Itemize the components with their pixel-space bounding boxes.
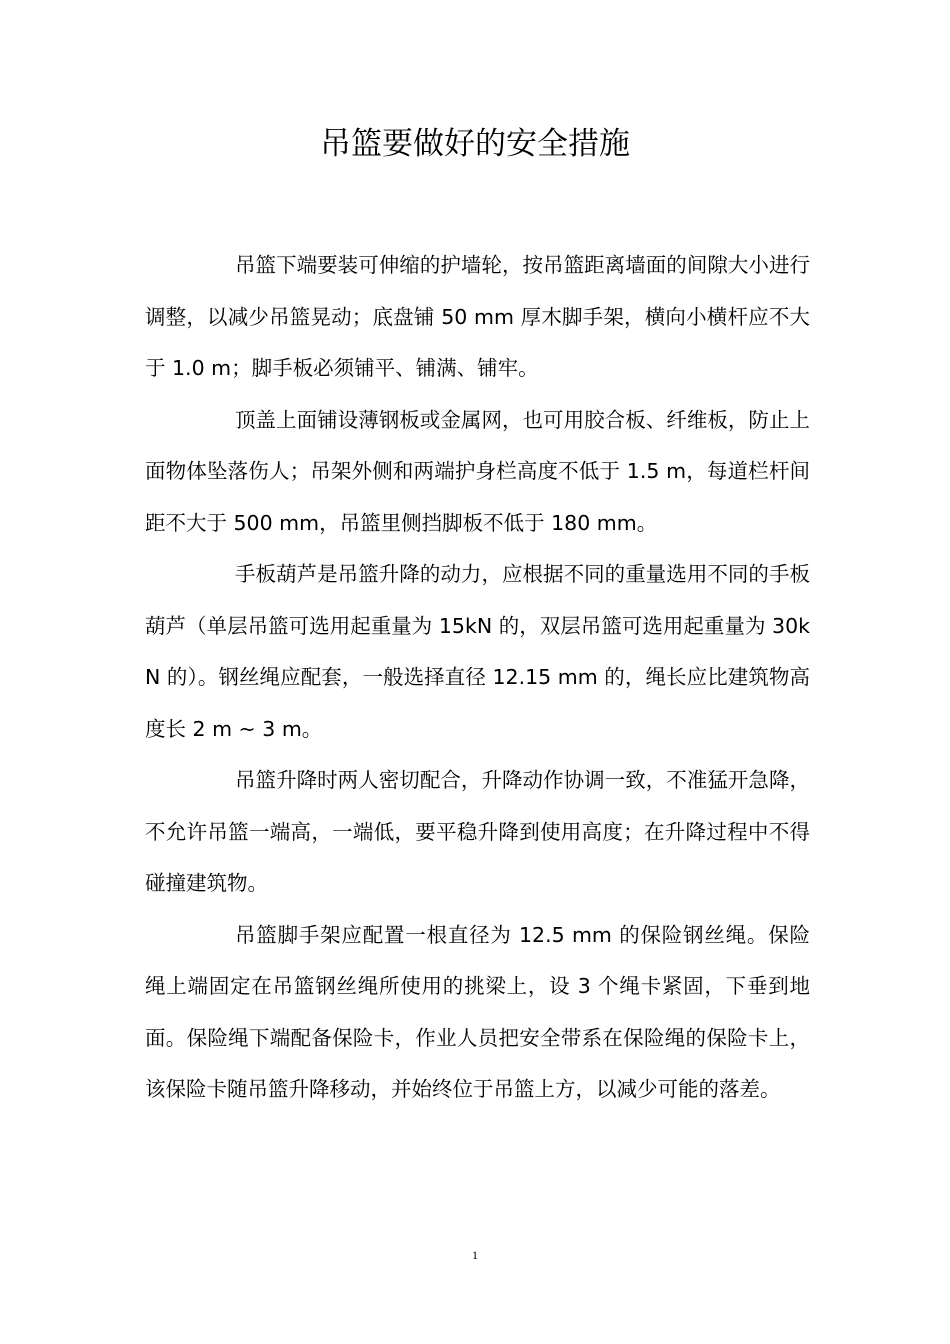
paragraph-1: 吊篮下端要装可伸缩的护墙轮，按吊篮距离墙面的间隙大小进行调整，以减少吊篮晃动；底盘铺 50 mm 厚木脚手架，横向小横杆应不大于 1.0 m；脚手板必须铺平、铺满、铺牢。 bbox=[145, 253, 810, 380]
document-title: 吊篮要做好的安全措施 bbox=[320, 126, 630, 162]
page-number: 1 bbox=[472, 1248, 478, 1262]
paragraph-2: 顶盖上面铺设薄钢板或金属网，也可用胶合板、纤维板，防止上面物体坠落伤人；吊架外侧和两端护身栏高度不低于 1.5 m，每道栏杆间距不大于 500 mm，吊篮里侧挡脚板不低于 180 mm。 bbox=[145, 407, 810, 535]
paragraph-4: 吊篮升降时两人密切配合，升降动作协调一致，不准猛开急降，不允许吊篮一端高，一端低，要平稳升降到使用高度；在升降过程中不得碰撞建筑物。 bbox=[145, 768, 810, 895]
paragraph-3: 手板葫芦是吊篮升降的动力，应根据不同的重量选用不同的手板葫芦（单层吊篮可选用起重量为 15kN 的，双层吊篮可选用起重量为 30kN 的）。钢丝绳应配套，一般选择直径 12.15 mm 的，绳长应比建筑物高度长 2 m ~ 3 m。 bbox=[145, 562, 810, 741]
paragraph-5: 吊篮脚手架应配置一根直径为 12.5 mm 的保险钢丝绳。保险绳上端固定在吊篮钢丝绳所使用的挑梁上，设 3 个绳卡紧固，下垂到地面。保险绳下端配备保险卡，作业人员把安全带系在保险绳的保险卡上，该保险卡随吊篮升降移动，并始终位于吊篮上方，以减少可能的落差。 bbox=[145, 922, 810, 1101]
document-body bbox=[145, 240, 810, 1116]
